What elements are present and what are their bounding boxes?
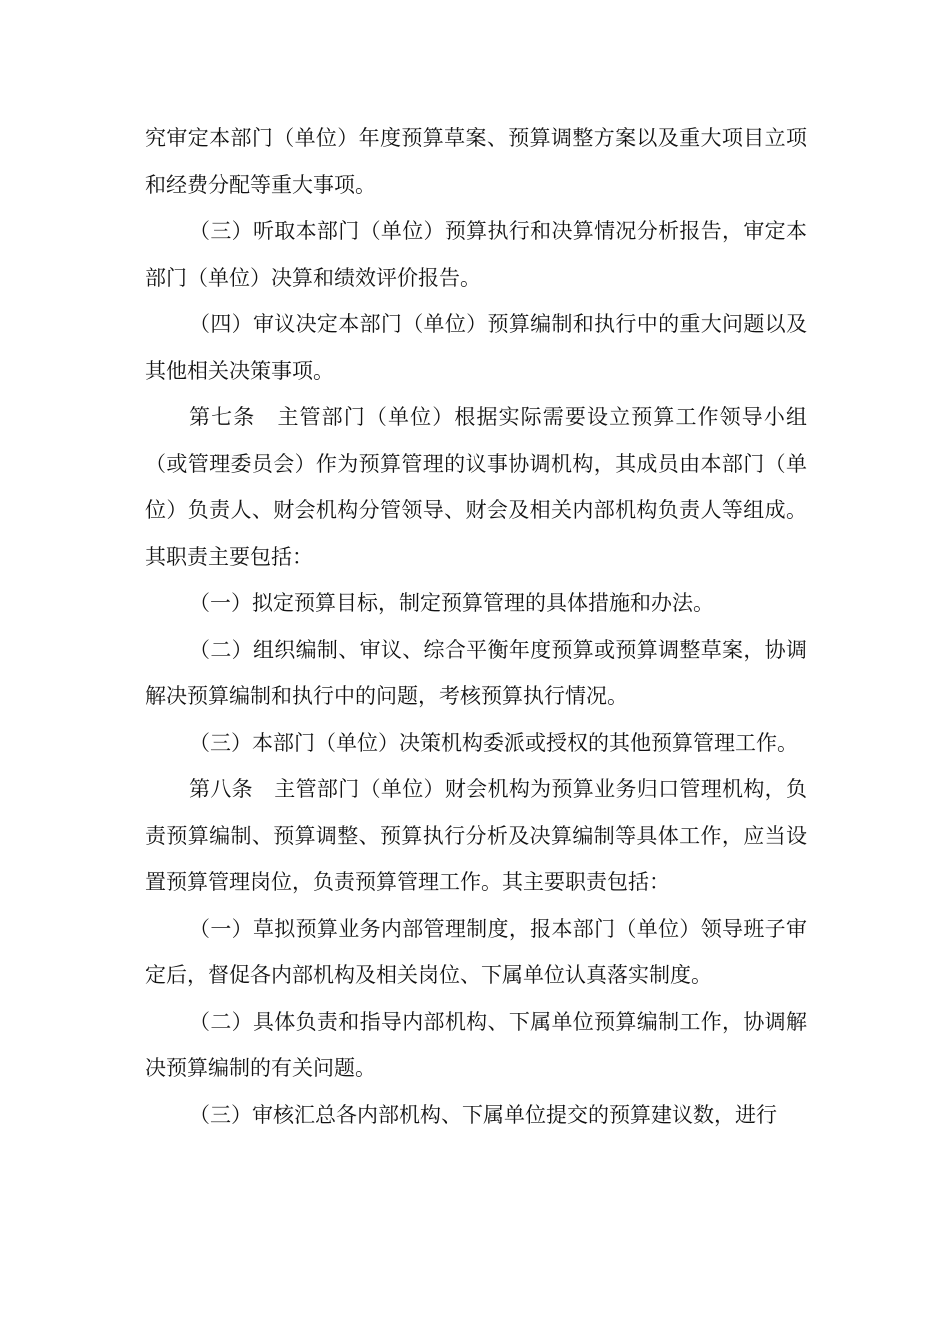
- paragraph: （一）拟定预算目标，制定预算管理的具体措施和办法。: [189, 591, 714, 615]
- paragraph: （三）听取本部门（单位）预算执行和决算情况分析报告，审定本部门（单位）决算和绩效评价报告。: [145, 219, 807, 290]
- article-seven-paragraph: 第七条 主管部门（单位）根据实际需要设立预算工作领导小组（或管理委员会）作为预算管理的议事协调机构，其成员由本部门（单位）负责人、财会机构分管领导、财会及相关内部机构负责人等组成。其职责主要包括：: [145, 405, 807, 569]
- paragraph: （三）本部门（单位）决策机构委派或授权的其他预算管理工作。: [189, 730, 798, 755]
- document-body: [145, 115, 807, 1138]
- paragraph: （三）审核汇总各内部机构、下属单位提交的预算建议数，进行: [189, 1102, 777, 1127]
- paragraph: （二）具体负责和指导内部机构、下属单位预算编制工作，协调解决预算编制的有关问题。: [145, 1009, 807, 1080]
- paragraph: （一）草拟预算业务内部管理制度，报本部门（单位）领导班子审定后，督促各内部机构及相关岗位、下属单位认真落实制度。: [145, 916, 807, 987]
- paragraph: 究审定本部门（单位）年度预算草案、预算调整方案以及重大项目立项和经费分配等重大事项。: [145, 126, 807, 197]
- paragraph: （四）审议决定本部门（单位）预算编制和执行中的重大问题以及其他相关决策事项。: [145, 312, 807, 383]
- article-eight-paragraph: 第八条 主管部门（单位）财会机构为预算业务归口管理机构，负责预算编制、预算调整、预算执行分析及决算编制等具体工作，应当设置预算管理岗位，负责预算管理工作。其主要职责包括：: [145, 777, 807, 894]
- paragraph: （二）组织编制、审议、综合平衡年度预算或预算调整草案，协调解决预算编制和执行中的问题，考核预算执行情况。: [145, 637, 807, 708]
